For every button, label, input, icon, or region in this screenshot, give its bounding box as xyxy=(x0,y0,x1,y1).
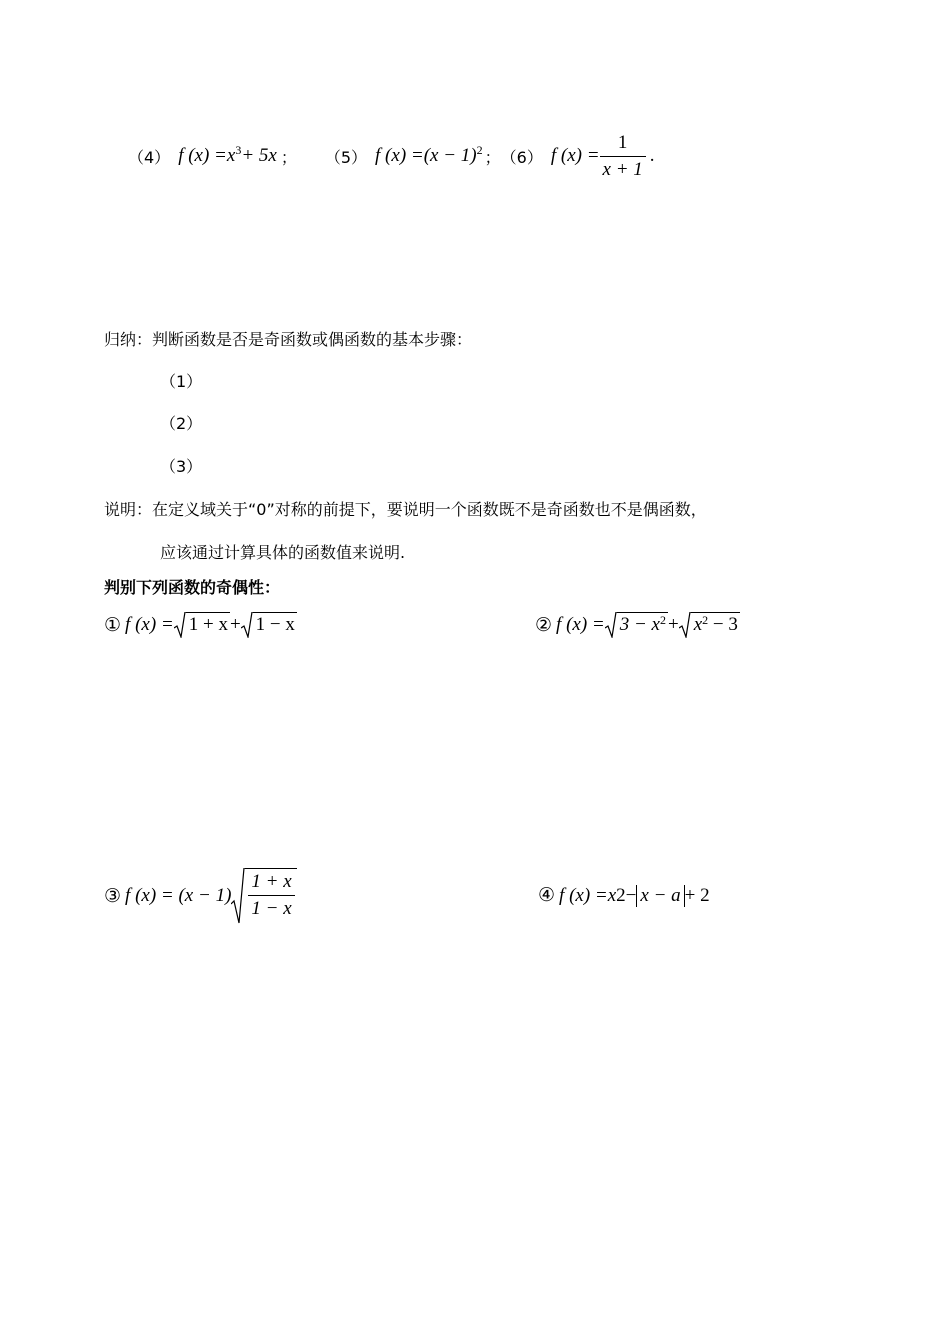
exercise-6-label: （6） xyxy=(500,147,543,167)
question-1-plus: + xyxy=(229,614,241,635)
task-heading: 判别下列函数的奇偶性： xyxy=(104,578,281,597)
question-2-radicand-2-exp: 2 xyxy=(702,613,709,627)
exercise-6-numerator: 1 xyxy=(600,132,646,157)
question-2-sqrt-1 xyxy=(605,612,668,638)
question-2 xyxy=(535,612,740,638)
exercise-6-end: . xyxy=(649,145,655,166)
exercise-row-top xyxy=(128,130,655,182)
question-4-label: ④ xyxy=(538,885,556,906)
question-2-sqrt-2 xyxy=(679,612,740,638)
exercise-4-lhs: f (x) = xyxy=(178,145,227,166)
summary-note-line-1: 说明：在定义域关于“0”对称的前提下，要说明一个函数既不是奇函数也不是偶函数， xyxy=(104,500,707,519)
question-3-fraction xyxy=(248,871,294,920)
exercise-4-rest: + 5x xyxy=(241,145,277,166)
summary-step-1: （1） xyxy=(160,372,203,391)
question-1-sqrt-1 xyxy=(174,612,230,638)
summary-title: 归纳：判断函数是否是奇函数或偶函数的基本步骤： xyxy=(104,330,473,349)
question-2-radicand-1-exp: 2 xyxy=(660,613,666,627)
exercise-4-label: （4） xyxy=(128,147,171,167)
summary-step-2: （2） xyxy=(160,414,203,433)
question-2-radicand-1 xyxy=(617,612,668,638)
question-1-lhs: f (x) = xyxy=(125,614,174,635)
radical-sign-icon xyxy=(231,868,245,924)
exercise-5-end: ； xyxy=(484,147,501,167)
question-2-radicand-1-base: 3 − x xyxy=(619,614,660,635)
question-2-radicand-2-tail: − 3 xyxy=(708,614,738,635)
question-3-sqrt xyxy=(231,868,296,924)
question-1-radicand-1: 1 + x xyxy=(186,612,230,638)
exercise-6-lhs: f (x) = xyxy=(550,145,600,166)
question-4-exp: 2 xyxy=(616,884,626,906)
summary-note-line-2: 应该通过计算具体的函数值来说明. xyxy=(160,543,406,562)
question-4-base: x xyxy=(607,884,617,906)
radical-sign-icon xyxy=(679,612,691,638)
question-3-denominator: 1 − x xyxy=(251,898,292,919)
question-2-label: ② xyxy=(535,614,553,636)
question-1-label: ① xyxy=(104,614,122,636)
question-3-radicand xyxy=(245,868,296,924)
question-1-radicand-2: 1 − x xyxy=(253,612,297,638)
question-1-sqrt-2 xyxy=(241,612,297,638)
radical-sign-icon xyxy=(241,612,253,638)
question-2-lhs: f (x) = xyxy=(556,614,605,635)
exercise-6-denominator: x + 1 xyxy=(602,158,643,180)
question-1 xyxy=(104,612,297,638)
question-3-lhs: f (x) = (x − 1) xyxy=(125,885,232,906)
question-4-tail: + 2 xyxy=(684,884,710,906)
question-4-absolute-value: x − a xyxy=(636,885,684,907)
question-4 xyxy=(538,884,710,907)
summary-step-3: （3） xyxy=(160,457,203,476)
question-2-radicand-2-base: x xyxy=(693,614,703,635)
exercise-5-base: (x − 1) xyxy=(423,145,477,166)
exercise-5-lhs: f (x) = xyxy=(375,145,424,166)
exercise-4-base: x xyxy=(226,145,236,166)
question-3 xyxy=(104,868,297,924)
exercise-6-fraction xyxy=(600,132,646,181)
question-2-plus: + xyxy=(668,614,679,635)
radical-sign-icon xyxy=(605,612,617,638)
question-3-numerator: 1 + x xyxy=(248,871,294,896)
question-4-minus: − xyxy=(625,884,637,906)
exercise-4-end: ； xyxy=(280,147,297,167)
radical-sign-icon xyxy=(174,612,186,638)
question-2-radicand-2 xyxy=(691,612,740,638)
exercise-5-exp: 2 xyxy=(476,142,483,157)
question-4-lhs: f (x) = xyxy=(559,884,608,906)
exercise-5-label: （5） xyxy=(324,147,368,167)
question-3-label: ③ xyxy=(104,885,122,907)
exercise-4-exp: 3 xyxy=(235,142,242,157)
